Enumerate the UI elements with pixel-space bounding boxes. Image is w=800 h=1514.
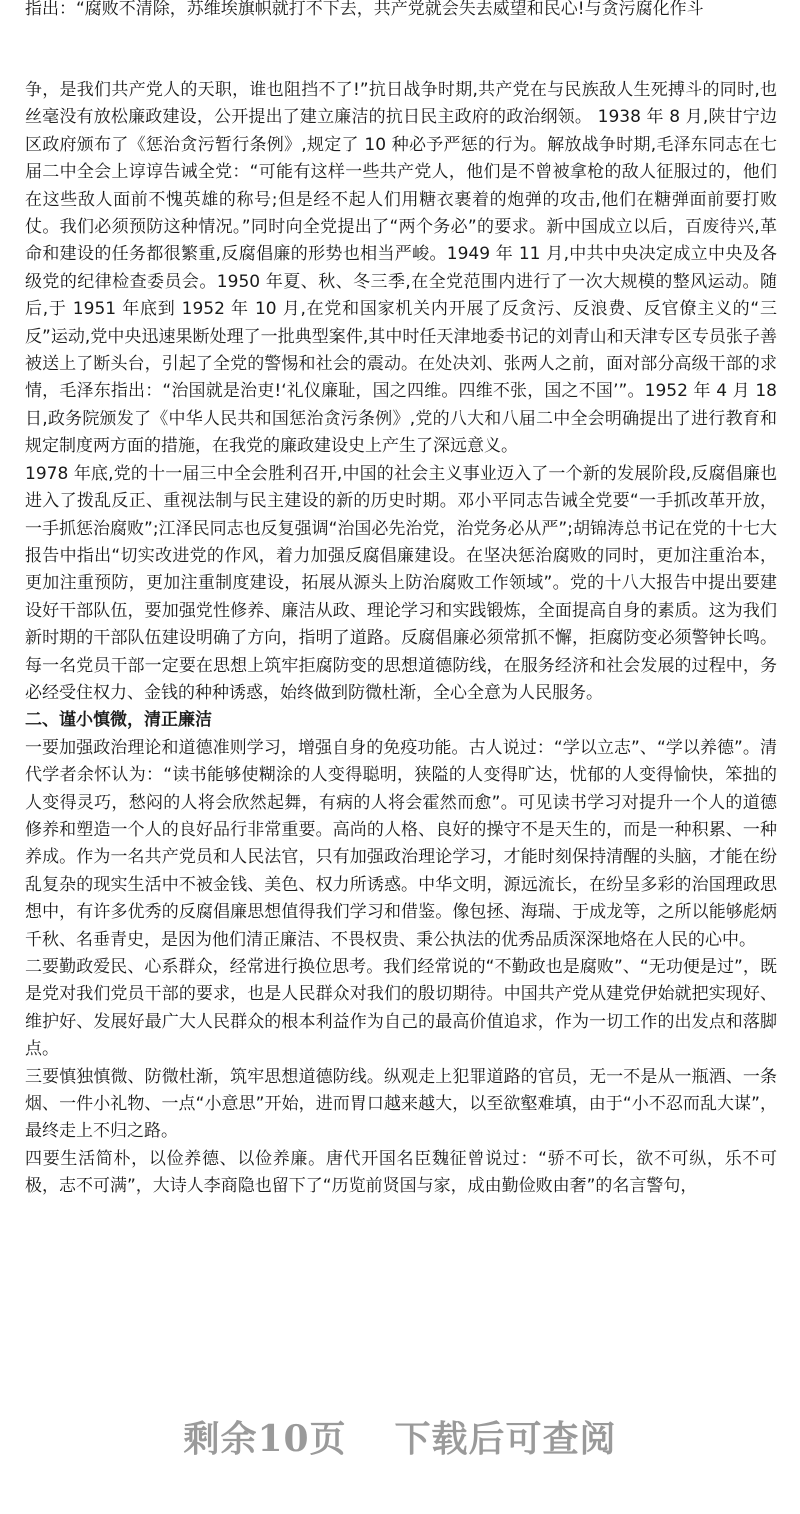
document-top-line: 指出：“腐败不清除，苏维埃旗帜就打不下去，共产党就会失去威望和民心!与贪污腐化作斗 [25,0,704,19]
body-paragraph: 三要慎独慎微、防微杜渐，筑牢思想道德防线。纵观走上犯罪道路的官员，无一不是从一瓶酒、一条烟、一件小礼物、一点“小意思”开始，进而胃口越来越大，以至欲壑难填，由于“小不忍而乱大谋”，最终走上不归之路。 [25,1066,777,1142]
download-hint-label: 下载后可查阅 [394,1418,617,1460]
download-prompt-banner[interactable] [0,1408,800,1470]
remaining-pages-label: 剩余10页 [183,1418,347,1460]
body-paragraph: 一要加强政治理论和道德准则学习，增强自身的免疫功能。古人说过：“学以立志”、“学以养德”。清代学者余怀认为：“读书能够使糊涂的人变得聪明，狭隘的人变得旷达，忧郁的人变得愉快，笨拙的人变得灵巧，愁闷的人将会欣然起舞，有病的人将会霍然而愈”。可见读书学习对提升一个人的道德修养和塑造一个人的良好品行非常重要。高尚的人格、良好的操守不是天生的，而是一种积累、一种养成。作为一名共产党员和人民法官，只有加强政治理论学习，才能时刻保持清醒的头脑，才能在纷乱复杂的现实生活中不被金钱、美色、权力所诱惑。中华文明，源远流长，在纷呈多彩的治国理政思想中，有许多优秀的反腐倡廉思想值得我们学习和借鉴。像包拯、海瑞、于成龙等，之所以能够彪炳千秋、名垂青史，是因为他们清正廉洁、不畏权贵、秉公执法的优秀品质深深地烙在人民的心中。 [25,737,777,950]
section-heading: 二、谨小慎微，清正廉洁 [25,710,212,731]
body-paragraph: 二要勤政爱民、心系群众，经常进行换位思考。我们经常说的“不勤政也是腐败”、“无功便是过”，既是党对我们党员干部的要求，也是人民群众对我们的殷切期待。中国共产党从建党伊始就把实现好、维护好、发展好最广大人民群众的根本利益作为自己的最高价值追求，作为一切工作的出发点和落脚点。 [25,957,777,1060]
body-paragraph: 四要生活简朴，以俭养德、以俭养廉。唐代开国名臣魏征曾说过：“骄不可长，欲不可纵，乐不可极，志不可满”，大诗人李商隐也留下了“历览前贤国与家，成由勤俭败由奢”的名言警句， [25,1148,777,1197]
body-paragraph: 1978 年底,党的十一届三中全会胜利召开,中国的社会主义事业迈入了一个新的发展阶段,反腐倡廉也进入了拨乱反正、重视法制与民主建设的新的历史时期。邓小平同志告诫全党要“一手抓改革开放，一手抓惩治腐败”;江泽民同志也反复强调“治国必先治党，治党务必从严”;胡锦涛总书记在党的十七大报告中指出“切实改进党的作风，着力加强反腐倡廉建设。在坚决惩治腐败的同时，更加注重治本，更加注重预防，更加注重制度建设，拓展从源头上防治腐败工作领域”。党的十八大报告中提出要建设好干部队伍，要加强党性修养、廉洁从政、理论学习和实践锻炼，全面提高自身的素质。这为我们新时期的干部队伍建设明确了方向，指明了道路。反腐倡廉必须常抓不懈，拒腐防变必须警钟长鸣。每一名党员干部一定要在思想上筑牢拒腐防变的思想道德防线，在服务经济和社会发展的过程中，务必经受住权力、金钱的种种诱惑，始终做到防微杜渐，全心全意为人民服务。 [25,463,777,703]
document-body [25,77,777,1201]
body-paragraph: 争，是我们共产党人的天职，谁也阻挡不了!”抗日战争时期,共产党在与民族敌人生死搏斗的同时,也丝毫没有放松廉政建设，公开提出了建立廉洁的抗日民主政府的政治纲领。 1938 年 8 月,陕甘宁边区政府颁布了《惩治贪污暂行条例》,规定了 10 种必予严惩的行为。解放战争时期,毛泽东同志在七届二中全会上谆谆告诫全党：“可能有这样一些共产党人，他们是不曾被拿枪的敌人征服过的，他们在这些敌人面前不愧英雄的称号;但是经不起人们用糖衣裹着的炮弹的攻击,他们在糖弹面前要打败仗。我们必须预防这种情况。”同时向全党提出了“两个务必”的要求。新中国成立以后，百废待兴,革命和建设的任务都很繁重,反腐倡廉的形势也相当严峻。1949 年 11 月,中共中央决定成立中央及各级党的纪律检查委员会。1950 年夏、秋、冬三季,在全党范围内进行了一次大规模的整风运动。随后,于 1951 年底到 1952 年 10 月,在党和国家机关内开展了反贪污、反浪费、反官僚主义的“三反”运动,党中央迅速果断处理了一批典型案件,其中时任天津地委书记的刘青山和天津专区专员张子善被送上了断头台，引起了全党的警惕和社会的震动。在处决刘、张两人之前，面对部分高级干部的求情，毛泽东指出：“治国就是治吏!‘礼仪廉耻，国之四维。四维不张，国之不国’”。1952 年 4 月 18 日,政务院颁发了《中华人民共和国惩治贪污条例》,党的八大和八届二中全会明确提出了进行教育和规定制度两方面的措施，在我党的廉政建设史上产生了深远意义。 [25,80,777,457]
